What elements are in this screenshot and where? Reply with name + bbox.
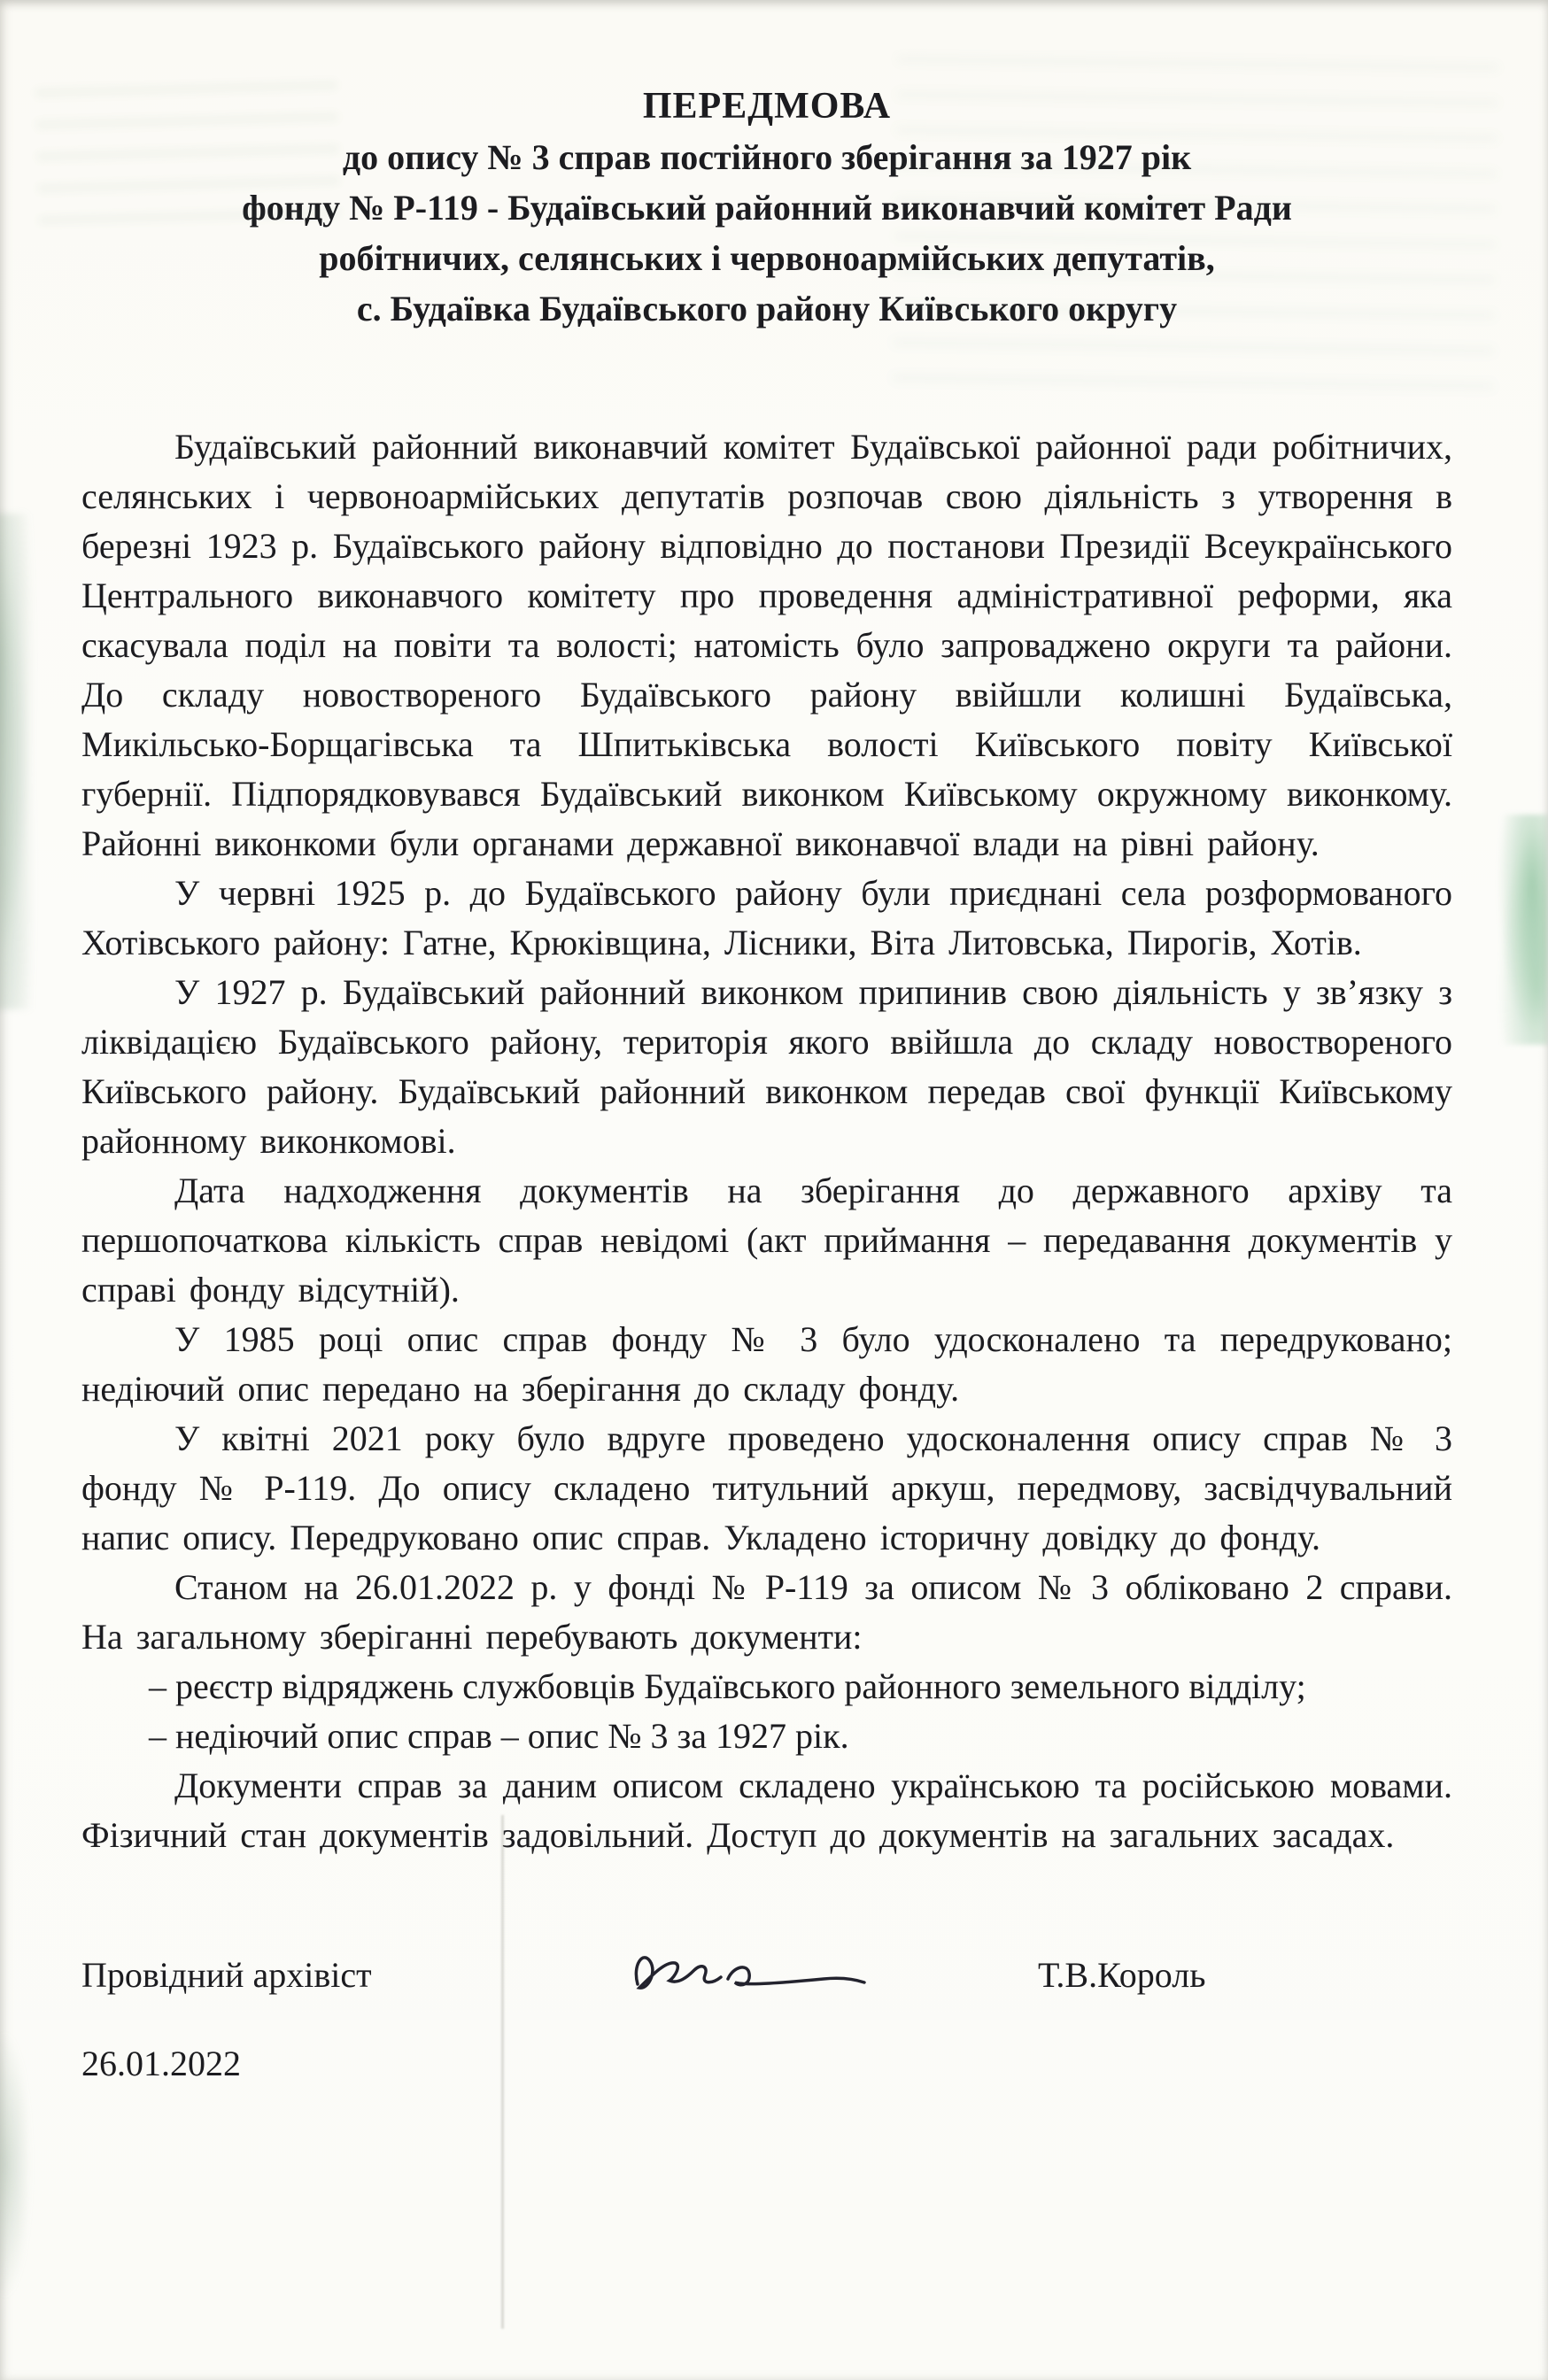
- subtitle-line: робітничих, селянських і червоноармійських депутатів,: [319, 238, 1215, 278]
- signature-scribble: [613, 1938, 878, 2009]
- paragraph: Станом на 26.01.2022 р. у фонді № Р-119 за описом № 3 обліковано 2 справи. На загальному зберіганні перебувають документи:: [81, 1567, 1452, 1657]
- paragraph: У червні 1925 р. до Будаївського району були приєднані села розформованого Хотівського району: Гатне, Крюківщина, Лісники, Віта Литовська, Пирогів, Хотів.: [81, 873, 1452, 962]
- list-item: – недіючий опис справ – опис № 3 за 1927 рік.: [149, 1716, 849, 1756]
- paragraph: У квітні 2021 року було вдруге проведено удосконалення опису справ № 3 фонду № Р-119. До опису складено титульний аркуш, передмову, засвідчувальний напис опису. Передруковано опис справ. Укладено історичну довідку до фонду.: [81, 1418, 1452, 1557]
- subtitle-line: до опису № 3 справ постійного зберігання за 1927 рік: [342, 137, 1192, 177]
- signoff-date: 26.01.2022: [81, 2044, 241, 2083]
- subtitle-line: фонду № Р-119 - Будаївський районний виконавчий комітет Ради: [242, 188, 1292, 228]
- signature: [613, 1938, 878, 2018]
- scan-artifact: [0, 2019, 33, 2311]
- page-title: ПЕРЕДМОВА: [642, 86, 892, 127]
- paragraph: Будаївський районний виконавчий комітет Будаївської районної ради робітничих, селянських і червоноармійських депутатів розпочав свою діяльність з утворення в березні 1923 р. Будаївського району відповідно до постанови Президії Всеукраїнського Центрального виконавчого комітету про проведення адміністративної реформи, яка скасувала поділ на повіти та волості; натомість було запроваджено округи та райони. До складу новоствореного Будаївського району ввійшли колишні Будаївська, Микільсько-Борщагівська та Шпитьківська волості Київського повіту Київської губернії. Підпорядковувався Будаївський виконком Київському окружному виконкому. Районні виконкоми були органами державної виконавчої влади на рівні району.: [81, 427, 1452, 863]
- signoff-row: [81, 1938, 1452, 2018]
- signoff-role: Провідний архівіст: [81, 1955, 372, 1995]
- signoff-name: Т.В.Король: [1038, 1955, 1206, 1995]
- paragraph: Документи справ за даним описом складено українською та російською мовами. Фізичний стан документів задовільний. Доступ до документів на загальних засадах.: [81, 1766, 1452, 1855]
- paragraph: Дата надходження документів на зберігання до державного архіву та першопочаткова кількість справ невідомі (акт приймання – передавання документів у справі фонду відсутній).: [81, 1171, 1452, 1310]
- document-body: [81, 422, 1452, 1860]
- list-item: – реєстр відряджень службовців Будаївського районного земельного відділу;: [149, 1666, 1306, 1706]
- scan-artifact: [1495, 815, 1548, 1045]
- paragraph: У 1985 році опис справ фонду № 3 було удосконалено та передруковано; недіючий опис передано на зберігання до складу фонду.: [81, 1319, 1452, 1409]
- subtitle-line: с. Будаївка Будаївського району Київського округу: [356, 289, 1178, 328]
- title-block: [81, 81, 1452, 334]
- paragraph: У 1927 р. Будаївський районний виконком припинив свою діяльність у зв’язку з ліквідацією Будаївського району, територія якого ввійшла до складу новоствореного Київського району. Будаївський районний виконком передав свої функції Київському районному виконкомові.: [81, 972, 1452, 1161]
- scan-artifact: [0, 514, 40, 1009]
